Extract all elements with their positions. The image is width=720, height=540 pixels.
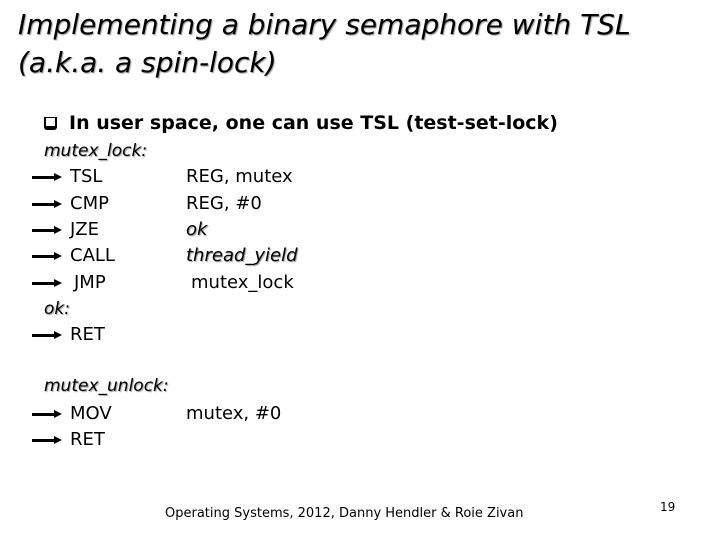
- code-line: [0, 244, 720, 268]
- arrow-right-icon: [32, 200, 62, 208]
- code-line: [0, 428, 720, 452]
- arrow-right-icon: [32, 252, 62, 260]
- arrow-right-icon: [32, 173, 62, 181]
- operand: mutex, #0: [186, 403, 282, 424]
- arrow-right-icon: [32, 279, 62, 287]
- opcode: MOV: [70, 403, 112, 424]
- operand: REG, #0: [186, 193, 262, 214]
- slide-footer: Operating Systems, 2012, Danny Hendler & Roie Zivan: [165, 506, 524, 521]
- operand: thread_yield: [186, 245, 298, 266]
- operand: ok: [186, 219, 208, 240]
- opcode: TSL: [70, 166, 103, 187]
- bullet-text: In user space, one can use TSL (test-set-lock): [69, 112, 558, 134]
- code-line: [0, 192, 720, 216]
- title-line-1: Implementing a binary semaphore with TSL: [18, 8, 631, 41]
- page-number: 19: [660, 500, 676, 514]
- opcode: JZE: [70, 219, 100, 240]
- opcode: CALL: [70, 245, 115, 266]
- title-line-2: (a.k.a. a spin-lock): [18, 46, 277, 79]
- code-line: [0, 218, 720, 242]
- code-line: [0, 271, 720, 295]
- label-mutex-lock: mutex_lock:: [44, 141, 148, 161]
- arrow-right-icon: [32, 410, 62, 418]
- arrow-right-icon: [32, 331, 62, 339]
- opcode: CMP: [70, 193, 109, 214]
- label-mutex-unlock: mutex_unlock:: [44, 376, 169, 396]
- operand: mutex_lock: [191, 272, 294, 293]
- arrow-right-icon: [32, 436, 62, 444]
- code-line: [0, 323, 720, 347]
- operand: REG, mutex: [186, 166, 293, 187]
- arrow-right-icon: [32, 226, 62, 234]
- opcode: JMP: [74, 272, 106, 293]
- checkbox-bullet-icon: [44, 117, 57, 130]
- code-line: [0, 165, 720, 189]
- opcode: RET: [70, 324, 105, 345]
- slide-title: [18, 6, 708, 82]
- code-line: [0, 402, 720, 426]
- bullet-point: [44, 112, 558, 134]
- label-ok: ok:: [44, 299, 70, 319]
- opcode: RET: [70, 429, 105, 450]
